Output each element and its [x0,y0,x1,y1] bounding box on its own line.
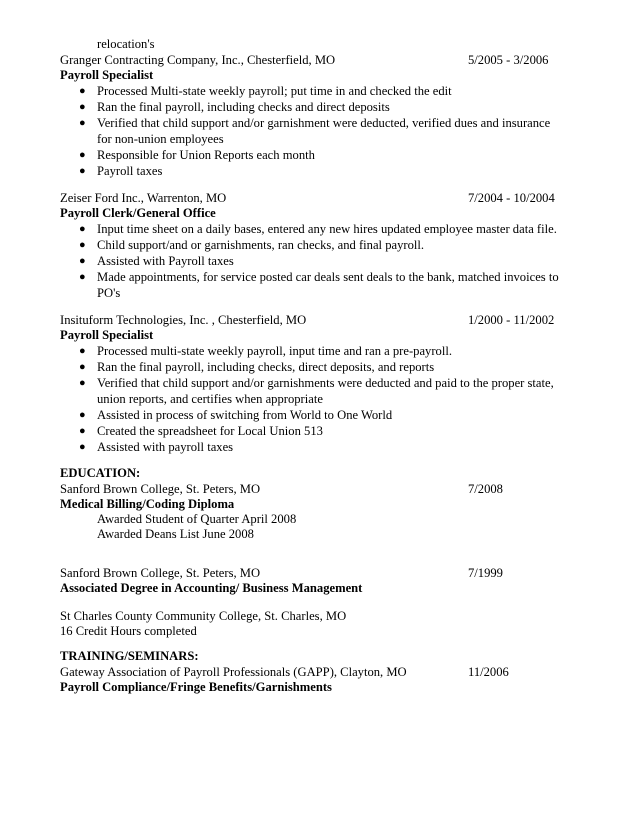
bullet-icon: ● [79,377,86,389]
job-bullet: Payroll taxes [97,164,163,178]
bullet-icon: ● [79,101,86,113]
job-bullet: Ran the final payroll, including checks and direct deposits [97,100,390,114]
job-bullet: Ran the final payroll, including checks, direct deposits, and reports [97,360,435,374]
job-bullet: Verified that child support and/or garnishment were deducted, verified dues and insurance for non-union employees [97,116,551,146]
job-bullet: Created the spreadsheet for Local Union 513 [97,424,323,438]
education-date: 7/2008 [468,482,503,496]
job-company: Insituform Technologies, Inc. , Chesterfield, MO [60,313,307,327]
job-bullet: Processed Multi-state weekly payroll; put time in and checked the edit [97,84,452,98]
bullet-icon: ● [79,271,86,283]
bullet-icon: ● [79,425,86,437]
education-heading: EDUCATION: [60,466,141,480]
education-degree: Associated Degree in Accounting/ Business Management [60,581,363,595]
continuation-text: relocation's [97,37,155,51]
job-bullet: Assisted with payroll taxes [97,440,234,454]
education-date: 7/1999 [468,566,503,580]
bullet-icon: ● [79,361,86,373]
job-dates: 7/2004 - 10/2004 [468,191,555,205]
bullet-icon: ● [79,223,86,235]
education-note: Awarded Student of Quarter April 2008 [97,512,297,526]
job-title: Payroll Specialist [60,328,154,342]
bullet-icon: ● [79,345,86,357]
bullet-icon: ● [79,255,86,267]
education-school: Sanford Brown College, St. Peters, MO [60,566,261,580]
training-course: Payroll Compliance/Fringe Benefits/Garnishments [60,680,332,694]
bullet-icon: ● [79,165,86,177]
bullet-icon: ● [79,409,86,421]
job-title: Payroll Clerk/General Office [60,206,216,220]
bullet-icon: ● [79,117,86,129]
job-bullet: Child support/and or garnishments, ran checks, and final payroll. [97,238,425,252]
job-bullet: Verified that child support and/or garnishments were deducted and paid to the proper state, union reports, and certifies when appropriate [97,376,554,406]
job-dates: 5/2005 - 3/2006 [468,53,549,67]
bullet-icon: ● [79,441,86,453]
job-bullet: Input time sheet on a daily bases, entered any new hires updated employee master data file. [97,222,557,236]
training-date: 11/2006 [468,665,509,679]
job-company: Zeiser Ford Inc., Warrenton, MO [60,191,227,205]
education-school: St Charles County Community College, St. Charles, MO [60,609,347,623]
training-heading: TRAINING/SEMINARS: [60,649,199,663]
bullet-icon: ● [79,149,86,161]
job-bullet: Processed multi-state weekly payroll, input time and ran a pre-payroll. [97,344,452,358]
education-school: Sanford Brown College, St. Peters, MO [60,482,261,496]
job-bullet: Assisted in process of switching from World to One World [97,408,393,422]
bullet-icon: ● [79,239,86,251]
job-bullet: Responsible for Union Reports each month [97,148,315,162]
job-title: Payroll Specialist [60,68,154,82]
education-detail: 16 Credit Hours completed [60,624,197,638]
bullet-icon: ● [79,85,86,97]
job-company: Granger Contracting Company, Inc., Chesterfield, MO [60,53,336,67]
job-bullet: Assisted with Payroll taxes [97,254,234,268]
education-note: Awarded Deans List June 2008 [97,527,254,541]
education-degree: Medical Billing/Coding Diploma [60,497,235,511]
training-org: Gateway Association of Payroll Professionals (GAPP), Clayton, MO [60,665,407,679]
job-bullet: Made appointments, for service posted car deals sent deals to the bank, matched invoices to PO's [97,270,559,300]
job-dates: 1/2000 - 11/2002 [468,313,555,327]
